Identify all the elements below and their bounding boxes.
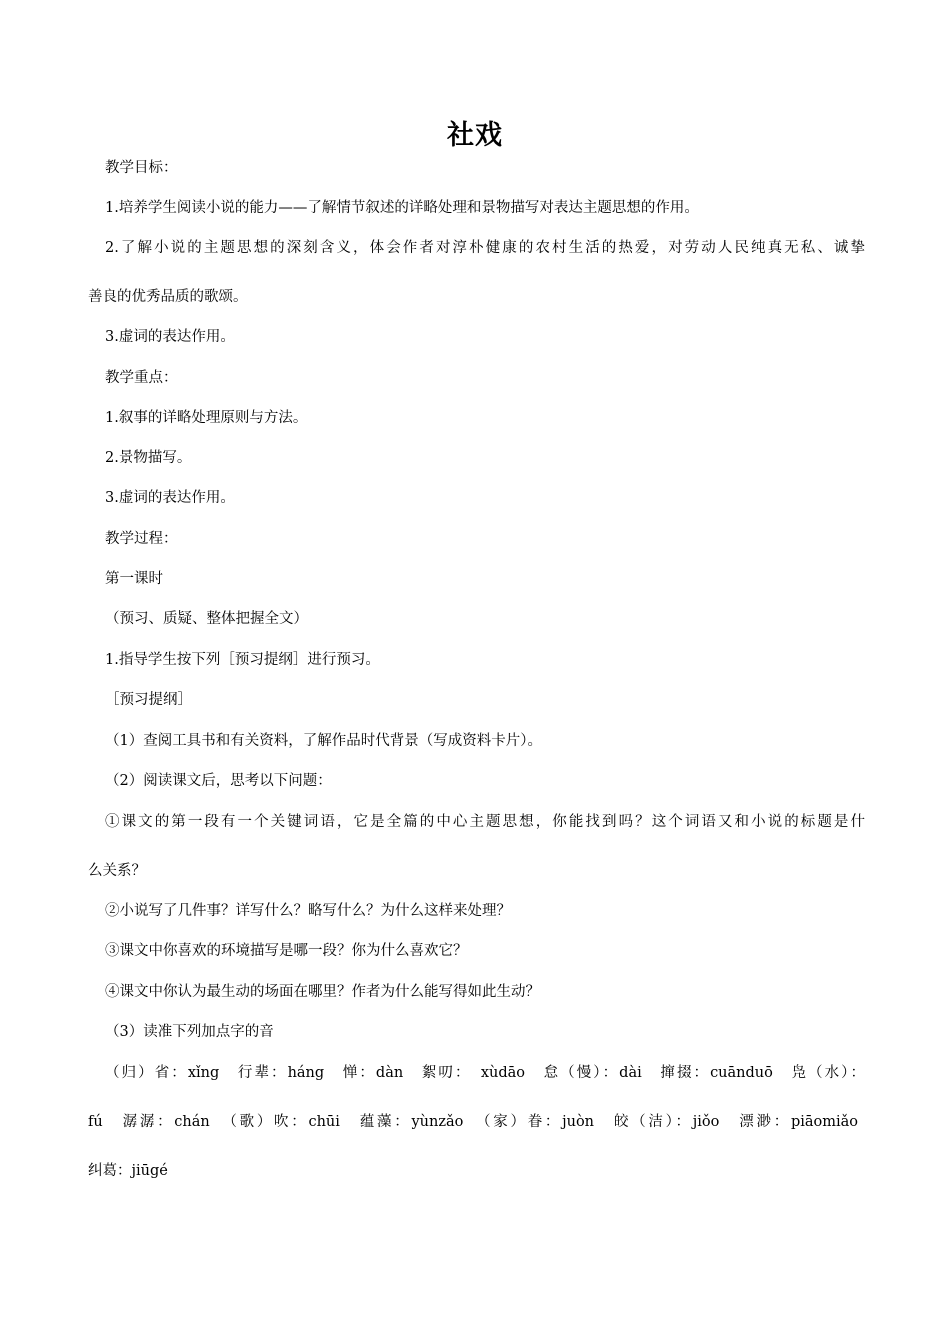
key-point-2: 2.景物描写。 xyxy=(105,450,192,466)
pronunciation-line-1: （归）省：xǐng 行辈：háng 惮：dàn 絮叨： xùdāo 怠（慢）：dài 撺掇：cuānduō 凫（水）： xyxy=(105,1065,865,1081)
question-4: ④课文中你认为最生动的场面在哪里？作者为什么能写得如此生动？ xyxy=(105,984,540,1000)
section-heading-process: 教学过程： xyxy=(105,531,178,547)
outline-item-1: （1）查阅工具书和有关资料，了解作品时代背景（写成资料卡片）。 xyxy=(105,733,542,749)
lesson-heading: 第一课时 xyxy=(105,571,163,587)
section-heading-objectives: 教学目标： xyxy=(105,160,178,176)
pronunciation-line-2: fú 潺潺：chán （歌）吹：chūi 蕴藻：yùnzǎo （家）眷：juòn 皎（洁）：jiǒo 漂渺：piāomiǎo xyxy=(88,1114,858,1130)
objective-1: 1.培养学生阅读小说的能力——了解情节叙述的详略处理和景物描写对表达主题思想的作用。 xyxy=(105,200,699,216)
question-2: ②小说写了几件事？详写什么？略写什么？为什么这样来处理？ xyxy=(105,903,511,919)
objective-3: 3.虚词的表达作用。 xyxy=(105,329,235,345)
question-1: ①课文的第一段有一个关键词语，它是全篇的中心主题思想，你能找到吗？这个词语又和小说的标题是什 xyxy=(105,814,865,830)
outline-item-2: （2）阅读课文后，思考以下问题： xyxy=(105,773,332,789)
pronunciation-line-3: 纠葛：jiūgé xyxy=(88,1163,168,1179)
lesson-subheading: （预习、质疑、整体把握全文） xyxy=(105,611,308,627)
outline-heading: ［预习提纲］ xyxy=(105,692,192,708)
question-1-continued: 么关系？ xyxy=(88,863,146,879)
objective-2-continued: 善良的优秀品质的歌颂。 xyxy=(88,289,248,305)
objective-2: 2.了解小说的主题思想的深刻含义，体会作者对淳朴健康的农村生活的热爱，对劳动人民纯真无私、诚挚 xyxy=(105,240,865,256)
outline-item-3: （3）读准下列加点字的音 xyxy=(105,1024,274,1040)
section-heading-key-points: 教学重点： xyxy=(105,370,178,386)
document-title: 社戏 xyxy=(447,120,503,151)
key-point-1: 1.叙事的详略处理原则与方法。 xyxy=(105,410,308,426)
key-point-3: 3.虚词的表达作用。 xyxy=(105,490,235,506)
step-1: 1.指导学生按下列［预习提纲］进行预习。 xyxy=(105,652,380,668)
question-3: ③课文中你喜欢的环境描写是哪一段？你为什么喜欢它？ xyxy=(105,943,468,959)
